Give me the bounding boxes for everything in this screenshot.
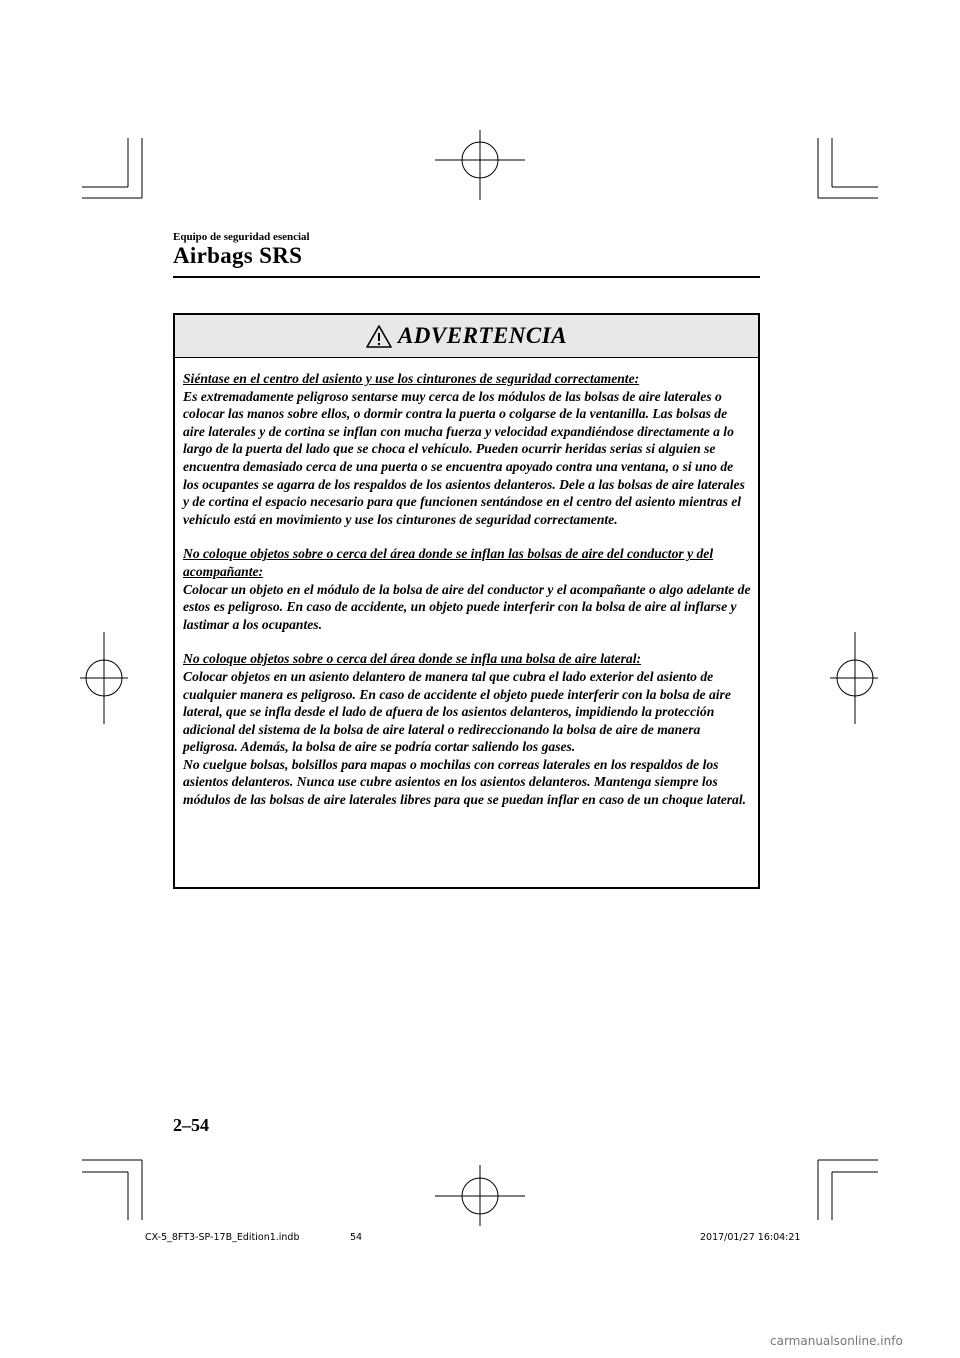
watermark: carmanualsonline.info [770,1334,903,1348]
warning-box [173,313,760,889]
footer-filename: CX-5_8FT3-SP-17B_Edition1.indb [145,1232,300,1243]
warning-triangle-icon [366,325,392,348]
title-rule [173,276,760,278]
warning-block-text: Colocar un objeto en el módulo de la bolsa de aire del conductor y el acompañante o algo adelante de estos es peligroso. En caso de accidente, un objeto puede interferir con la bolsa de aire al inflarse y lastimar a los ocupantes. [183,581,751,632]
footer-page: 54 [350,1232,363,1243]
warning-block [183,650,752,808]
page-title: Airbags SRS [173,243,303,268]
warning-block-text: Colocar objetos en un asiento delantero de manera tal que cubra el lado exterior del asiento de cualquier manera es peligroso. En caso de accidente el objeto puede interferir con la bolsa de aire lateral, que se infla desde el lado de afuera de los asientos delanteros, impidiendo la protección adicional del sistema de la bolsa de aire lateral o redireccionando la bolsa de aire de manera peligrosa. Además, la bolsa de aire se podría cortar saliendo los gases. [183,668,731,755]
warning-block-text: Es extremadamente peligroso sentarse muy cerca de los módulos de las bolsas de aire laterales o colocar las manos sobre ellos, o dormir contra la puerta o colgarse de la ventanilla. Las bolsas de aire laterales y de cortina se inflan con mucha fuerza y velocidad expandiéndose directamente a lo largo de la puerta del lado que se choca el vehículo. Pueden ocurrir heridas serias si alguien se encuentra demasiado cerca de una puerta o se encuentra apoyado contra una ventana, o si uno de los ocupantes se agarra de los respaldos de los asientos delanteros. Dele a las bolsas de aire laterales y de cortina el espacio necesario para que funcionen sentándose en el centro del asiento mientras el vehículo está en movimiento y use los cinturones de seguridad correctamente. [183,388,745,527]
footer-datetime: 2017/01/27 16:04:21 [700,1232,801,1243]
warning-block [183,545,752,633]
section-label: Equipo de seguridad esencial [173,231,310,243]
warning-block-title: No coloque objetos sobre o cerca del área donde se infla una bolsa de aire lateral: [183,651,641,667]
warning-block-text: No cuelgue bolsas, bolsillos para mapas o mochilas con correas laterales en los respaldos de los asientos delanteros. Nunca use cubre asientos en los asientos delanteros. Mantenga siempre los módulos de las bolsas de aire laterales libres para que se puedan inflar en caso de un choque lateral. [183,756,747,808]
warning-block-title: Siéntase en el centro del asiento y use los cinturones de seguridad correctamente: [183,371,640,386]
warning-heading: ADVERTENCIA [397,323,568,348]
warning-header [175,315,758,358]
warning-block [183,370,752,528]
warning-body [175,358,758,809]
warning-block-title: No coloque objetos sobre o cerca del área donde se inflan las bolsas de aire del conductor y del acompañante: [183,546,714,579]
page-number: 2–54 [173,1115,209,1135]
